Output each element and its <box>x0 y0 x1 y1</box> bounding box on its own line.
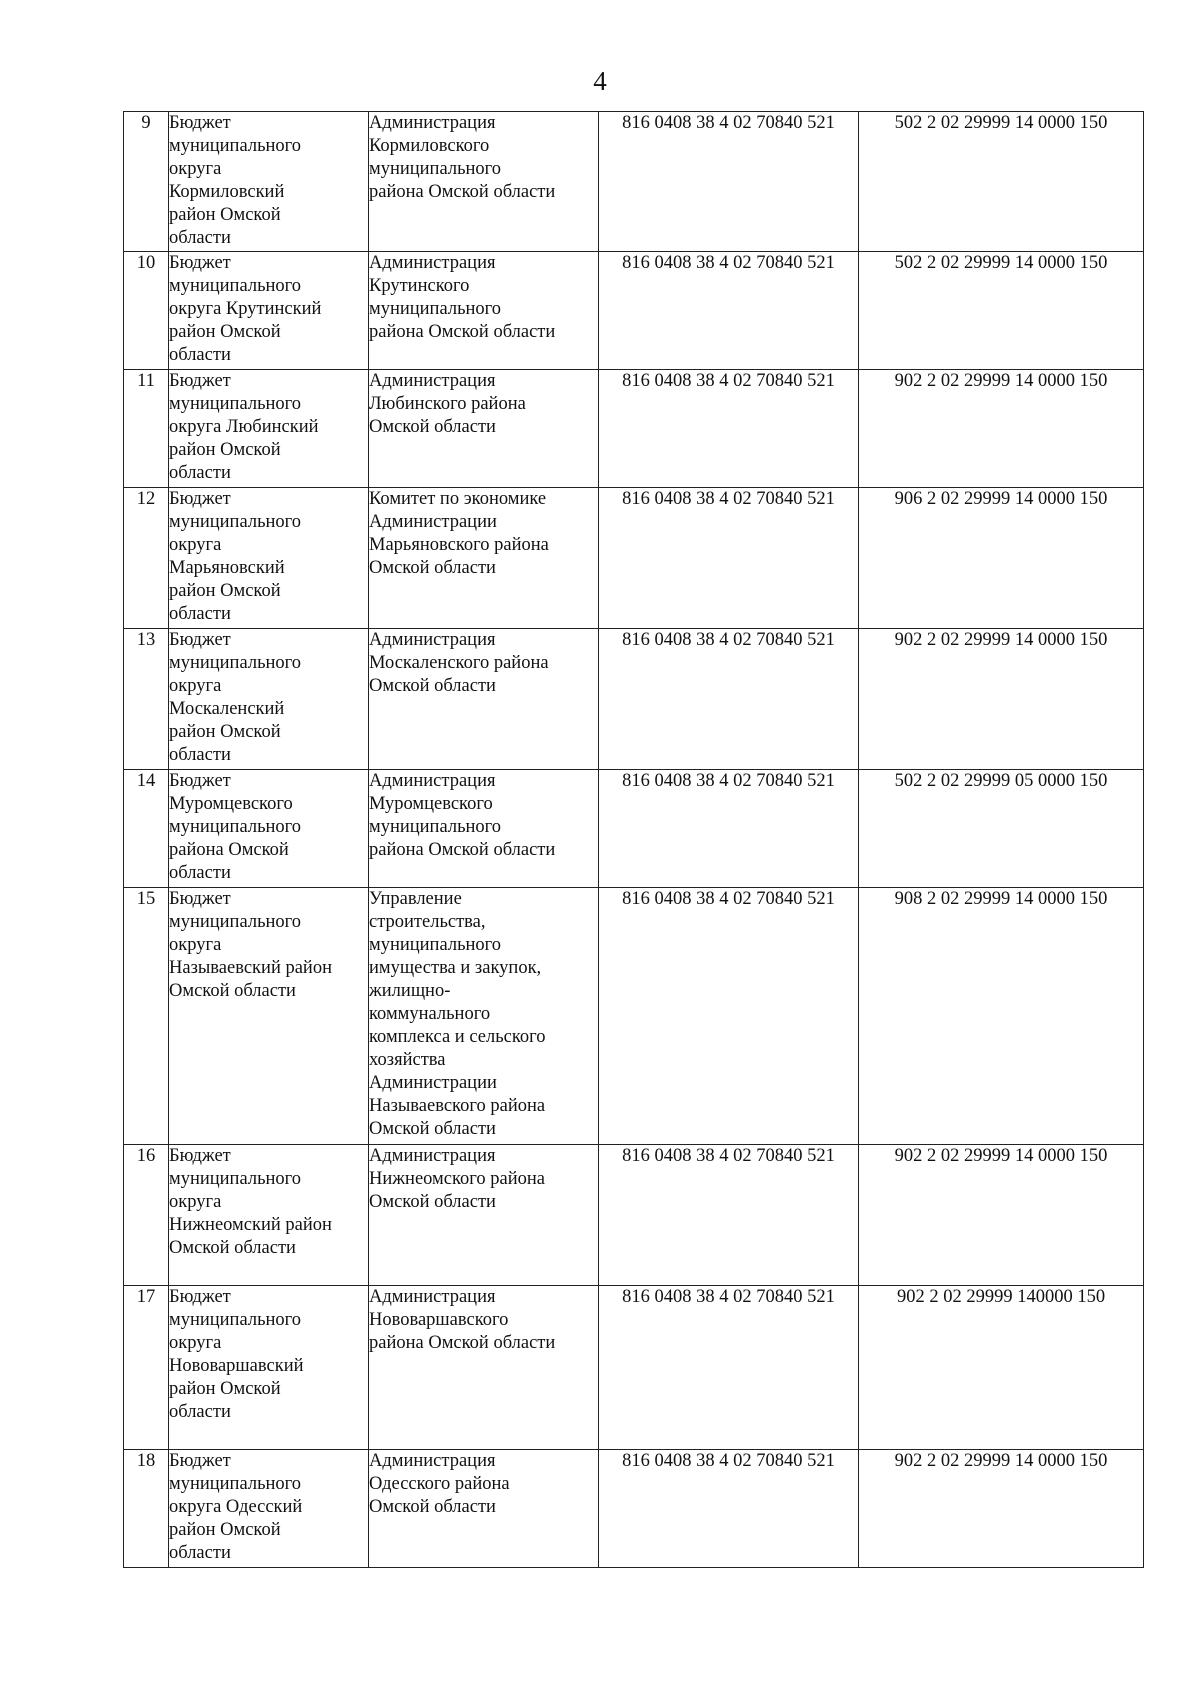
revenue-code: 902 2 02 29999 14 0000 150 <box>859 370 1144 488</box>
budget-name: Бюджет муниципального округа Кормиловский район Омской области <box>169 113 302 248</box>
budget-name: Бюджет муниципального округа Марьяновский район Омской области <box>169 489 302 624</box>
row-number: 13 <box>124 629 169 770</box>
budget-name: Бюджет муниципального округа Москаленский район Омской области <box>169 630 302 765</box>
administrator-name: Администрация Крутинского муниципального района Омской области <box>369 253 556 342</box>
administrator-name: Администрация Любинского района Омской области <box>369 371 526 437</box>
administrator-name: Администрация Нововаршавского района Омской области <box>369 1287 556 1353</box>
row-number: 16 <box>124 1145 169 1286</box>
expense-code: 816 0408 38 4 02 70840 521 <box>599 629 859 770</box>
expense-code: 816 0408 38 4 02 70840 521 <box>599 1450 859 1568</box>
row-number: 9 <box>124 112 169 252</box>
table-row <box>124 1145 1144 1286</box>
row-number: 11 <box>124 370 169 488</box>
administrator-name: Администрация Нижнеомского района Омской области <box>369 1146 545 1212</box>
administrator-name: Управление строительства, муниципального имущества и закупок, жилищно- коммунального комплекса и сельского хозяйства Администрации Называевского района Омской области <box>369 889 546 1139</box>
row-number: 12 <box>124 488 169 629</box>
table-row <box>124 112 1144 252</box>
budget-name: Бюджет муниципального округа Любинский район Омской области <box>169 371 319 483</box>
revenue-code: 908 2 02 29999 14 0000 150 <box>859 888 1144 1145</box>
expense-code: 816 0408 38 4 02 70840 521 <box>599 1286 859 1450</box>
revenue-code: 502 2 02 29999 05 0000 150 <box>859 770 1144 888</box>
row-number: 15 <box>124 888 169 1145</box>
administrator-name: Администрация Одесского района Омской области <box>369 1451 510 1517</box>
expense-code: 816 0408 38 4 02 70840 521 <box>599 888 859 1145</box>
page-number: 4 <box>593 66 607 96</box>
table-row <box>124 770 1144 888</box>
administrator-name: Администрация Москаленского района Омской области <box>369 630 549 696</box>
revenue-code: 902 2 02 29999 140000 150 <box>859 1286 1144 1450</box>
table-row <box>124 370 1144 488</box>
revenue-code: 902 2 02 29999 14 0000 150 <box>859 1145 1144 1286</box>
budget-name: Бюджет муниципального округа Крутинский район Омской области <box>169 253 322 365</box>
row-number: 10 <box>124 252 169 370</box>
budget-name: Бюджет муниципального округа Называевский район Омской области <box>169 889 332 1001</box>
row-number: 18 <box>124 1450 169 1568</box>
row-number: 14 <box>124 770 169 888</box>
table-row <box>124 629 1144 770</box>
table-row <box>124 1286 1144 1450</box>
revenue-code: 502 2 02 29999 14 0000 150 <box>859 252 1144 370</box>
expense-code: 816 0408 38 4 02 70840 521 <box>599 370 859 488</box>
revenue-code: 502 2 02 29999 14 0000 150 <box>859 112 1144 252</box>
budget-name: Бюджет муниципального округа Нововаршавский район Омской области <box>169 1287 304 1422</box>
expense-code: 816 0408 38 4 02 70840 521 <box>599 112 859 252</box>
administrator-name: Администрация Муромцевского муниципального района Омской области <box>369 771 556 860</box>
administrator-name: Комитет по экономике Администрации Марьяновского района Омской области <box>369 489 549 578</box>
expense-code: 816 0408 38 4 02 70840 521 <box>599 1145 859 1286</box>
table-row <box>124 888 1144 1145</box>
revenue-code: 906 2 02 29999 14 0000 150 <box>859 488 1144 629</box>
budget-name: Бюджет муниципального округа Нижнеомский район Омской области <box>169 1146 332 1258</box>
table-row <box>124 488 1144 629</box>
expense-code: 816 0408 38 4 02 70840 521 <box>599 488 859 629</box>
revenue-code: 902 2 02 29999 14 0000 150 <box>859 629 1144 770</box>
budget-registry-table <box>123 111 1144 1568</box>
table-row <box>124 1450 1144 1568</box>
expense-code: 816 0408 38 4 02 70840 521 <box>599 770 859 888</box>
table-row <box>124 252 1144 370</box>
budget-name: Бюджет муниципального округа Одесский район Омской области <box>169 1451 303 1563</box>
revenue-code: 902 2 02 29999 14 0000 150 <box>859 1450 1144 1568</box>
expense-code: 816 0408 38 4 02 70840 521 <box>599 252 859 370</box>
budget-name: Бюджет Муромцевского муниципального района Омской области <box>169 771 302 883</box>
row-number: 17 <box>124 1286 169 1450</box>
administrator-name: Администрация Кормиловского муниципального района Омской области <box>369 113 556 202</box>
